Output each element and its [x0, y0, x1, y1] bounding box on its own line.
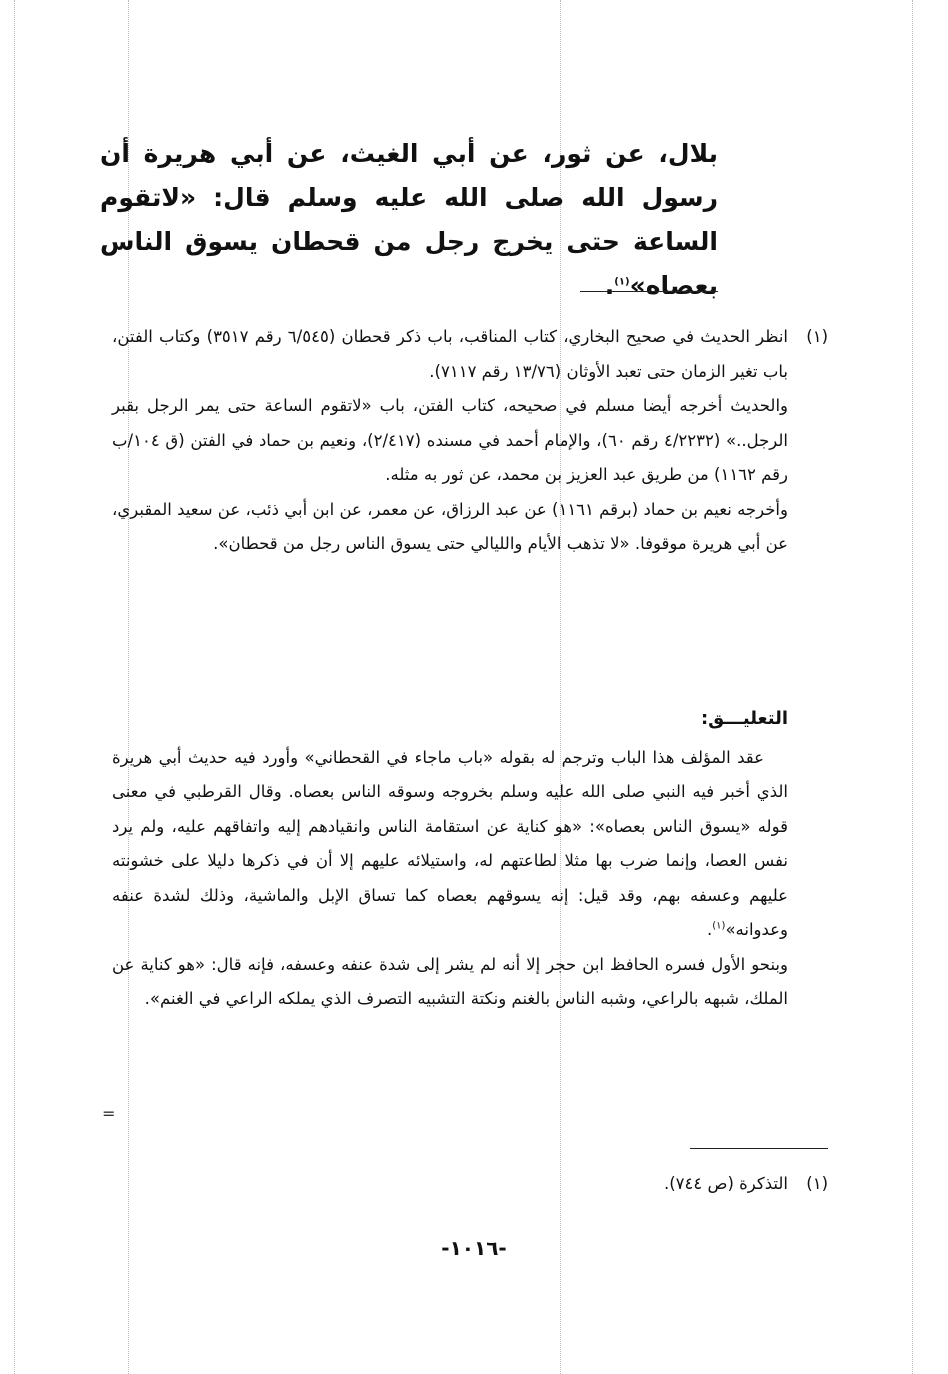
page-number: -١٠١٦-	[441, 1236, 507, 1260]
footnote-1	[112, 320, 828, 562]
footnote-2	[112, 1167, 828, 1202]
commentary-paragraph-1-text: عقد المؤلف هذا الباب وترجم له بقوله «باب ماجاء في القحطاني» وأورد فيه حديث أبي هريرة الذي أخبر فيه النبي صلى الله عليه وسلم بخروجه وسوقه الناس بعصاه. وقال القرطبي في معنى قوله «يسوق الناس بعصاه»: «هو كناية عن استقامة الناس وانقيادهم إليه واتفاقهم عليه، ولم يرد نفس العصا، وإنما ضرب بها مثلا لطاعتهم له، واستيلائه عليهم إلا أن في ذكرها دليلا على خشونته عليهم وعسفه بهم، وقد قيل: إنه يسوقهم بعصاه كما تساق الإبل والماشية، وذلك لشدة عنفه وعدوانه»	[112, 747, 788, 939]
commentary-paragraph-1-end: .	[707, 920, 713, 939]
hadith-text: بلال، عن ثور، عن أبي الغيث، عن أبي هريرة أن رسول الله صلى الله عليه وسلم قال: «لاتقوم الساعة حتى يخرج رجل من قحطان يسوق الناس بعصاه»	[100, 139, 718, 300]
margin-mark: =	[102, 1104, 116, 1123]
footnote-separator	[580, 291, 718, 292]
commentary-paragraph-1	[112, 741, 788, 948]
commentary-section	[112, 702, 788, 1017]
footnote-2-text: التذكرة (ص ٧٤٤).	[663, 1174, 788, 1193]
commentary-paragraph-2: وبنحو الأول فسره الحافظ ابن حجر إلا أنه لم يشر إلى شدة عنفه وعسفه، فإنه قال: «هو كناية عن الملك، شبهه بالراعي، وشبه الناس بالغنم ونكتة التشبيه التصرف الذي يملكه الراعي في الغنم».	[112, 954, 788, 1008]
hadith-text-block	[100, 132, 718, 308]
hadith-end: .	[604, 271, 615, 300]
footnote-separator	[690, 1148, 828, 1149]
footnote-1-number: (١)	[806, 327, 828, 346]
footnote-1-paragraph: وأخرجه نعيم بن حماد (برقم ١١٦١) عن عبد الرزاق، عن معمر، عن ابن أبي ذئب، عن سعيد المقبري، عن أبي هريرة موقوفا. «لا تذهب الأيام والليالي حتى يسوق الناس رجل من قحطان».	[112, 499, 788, 553]
footnote-1-paragraph: والحديث أخرجه أيضا مسلم في صحيحه، كتاب الفتن، باب «لاتقوم الساعة حتى يمر الرجل بقبر الرجل..» (٤/٢٢٣٢ رقم ٦٠)، والإمام أحمد في مسنده (٢/٤١٧)، ونعيم بن حماد في الفتن (ق ١٠٤/ب رقم ١١٦٢) من طريق عبد العزيز بن محمد، عن ثور به مثله.	[112, 396, 788, 484]
scan-dotted-line-left	[14, 0, 15, 1374]
footnote-2-number: (١)	[806, 1174, 828, 1193]
hadith-footnote-ref: (١)	[614, 276, 630, 288]
commentary-footnote-ref: (١)	[712, 920, 726, 932]
commentary-heading: التعليـــق:	[700, 708, 788, 729]
scan-dotted-line-right	[912, 0, 913, 1374]
footnote-1-paragraph: انظر الحديث في صحيح البخاري، كتاب المناقب، باب ذكر قحطان (٦/٥٤٥ رقم ٣٥١٧) وكتاب الفتن، باب تغير الزمان حتى تعبد الأوثان (١٣/٧٦ رقم ٧١١٧).	[112, 327, 788, 381]
